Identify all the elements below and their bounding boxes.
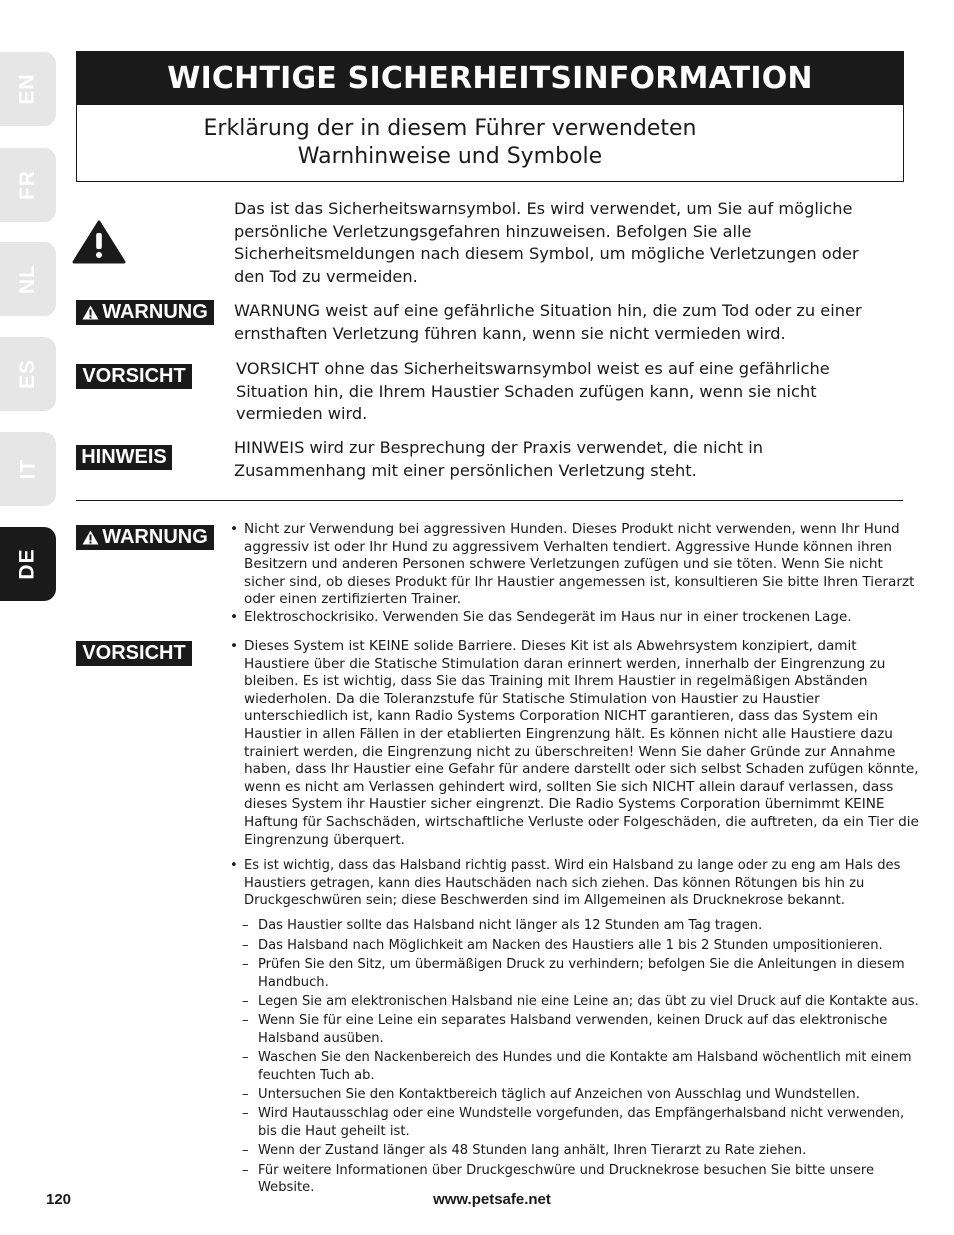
caution-text: VORSICHT ohne das Sicherheitswarnsymbol weist es auf eine gefährliche Situation hin, die Ihrem Haustier Schaden zufügen kann, wenn sie nicht vermieden wird.: [236, 359, 830, 423]
subtitle: Erklärung der in diesem Führer verwendeten Warnhinweise und Symbole: [203, 116, 697, 169]
list-item: – Wenn der Zustand länger als 48 Stunden lang anhält, Ihren Tierarzt zu Rate ziehen.: [242, 1143, 807, 1159]
subtitle-box: [76, 105, 904, 182]
warning-text: WARNUNG weist auf eine gefährliche Situation hin, die zum Tod oder zu einer ernsthaften Verletzung führen kann, wenn sie nicht vermieden wird.: [234, 301, 862, 343]
bullet-text: Dieses System ist KEINE solide Barriere. Dieses Kit ist als Abwehrsystem konzipiert, damit Haustiere über die Statische Stimulation daran erinnert werden, innerhalb der Eingrenzung zu bleiben. Es ist wichtig, dass Sie das Training mit Ihrem Haustier in regelmäßigen Abständen wiederholen. Da die Toleranzstufe für Statische Stimulation von Haustier zu Haustier unterschiedlich ist, kann Radio Systems Corporation NICHT garantieren, dass das System ein Haustier in allen Fällen in der etablierten Eingrenzung hält. Es können nicht alle Haustiere dazu trainiert werden, die Eingrenzung nicht zu überschreiten! Wenn Sie daher Gründe zur Annahme haben, dass Ihr Haustier eine Gefahr für andere darstellt oder sich selbst Schaden zufügen könnte, wenn es nicht am Verlassen gehindert wird, sollten Sie sich NICHT allein darauf verlassen, dass dieses System ihr Haustier sicher eingrenzt. Die Radio Systems Corporation übernimmt KEINE Haftung für Sachschäden, wirtschaftliche Verluste oder Folgeschäden, die auftreten, da ein Tier die Eingrenzung überquert.: [244, 638, 919, 848]
dash-text: Das Haustier sollte das Halsband nicht länger als 12 Stunden am Tag tragen.: [258, 918, 763, 934]
dash-text: Legen Sie am elektronischen Halsband nie eine Leine an; das übt zu viel Druck auf die Kontakte aus.: [258, 993, 919, 1009]
list-item: – Das Haustier sollte das Halsband nicht länger als 12 Stunden am Tag tragen.: [242, 918, 763, 934]
list-item: – Untersuchen Sie den Kontaktbereich täglich auf Anzeichen von Ausschlag und Wundstellen.: [242, 1087, 860, 1102]
page-number: 120: [46, 1191, 72, 1208]
warning-badge: [76, 300, 214, 325]
warning-section-badge: [76, 525, 214, 550]
bullet-text: Es ist wichtig, dass das Halsband richtig passt. Wird ein Halsband zu lange oder zu eng am Hals des Haustiers getragen, kann dies Hautschäden nach sich ziehen. Das können Rötungen bis hin zu Druckgeschwüren sein; diese Beschwerden sind im Allgemeinen als Drucknekrose bekannt.: [244, 858, 901, 908]
safety-symbol-text: Das ist das Sicherheitswarnsymbol. Es wird verwendet, um Sie auf mögliche persönliche Verletzungsgefahren hinzuweisen. Befolgen Sie alle Sicherheitsmeldungen nach diesem Symbol, um mögliche Verletzungen oder den Tod zu vermeiden.: [234, 199, 859, 286]
list-item: • Elektroschockrisiko. Verwenden Sie das Sendegerät im Haus nur in einer trockenen Lage.: [230, 608, 852, 625]
warning-triangle-icon: [82, 530, 99, 545]
list-item: • Nicht zur Verwendung bei aggressiven Hunden. Dieses Produkt nicht verwenden, wenn Ihr Hund aggressiv ist oder Ihr Hund zu aggressivem Verhalten tendiert. Aggressive Hunde können ihren Besitzern und anderen Personen schwere Verletzungen zufügen und sie töten. Wenn Sie nicht sicher sind, ob dieses Produkt für Ihr Haustier angemessen ist, konsultieren Sie bitte Ihren Tierarzt oder einen zertifizierten Trainer.: [230, 521, 915, 608]
warning-triangle-icon: [82, 305, 99, 320]
dash-text: Wird Hautausschlag oder eine Wundstelle vorgefunden, das Empfängerhalsband nicht verwenden, bis die Haut geheilt ist.: [258, 1106, 905, 1139]
list-item: • Dieses System ist KEINE solide Barriere. Dieses Kit ist als Abwehrsystem konzipiert, damit Haustiere über die Statische Stimulation daran erinnert werden, innerhalb der Eingrenzung zu bleiben. Es ist wichtig, dass Sie das Training mit Ihrem Haustier in regelmäßigen Abständen wiederholen. Da die Toleranzstufe für Statische Stimulation von Haustier zu Haustier unterschiedlich ist, kann Radio Systems Corporation NICHT garantieren, dass das System ein Haustier in allen Fällen in der etablierten Eingrenzung hält. Es können nicht alle Haustiere dazu trainiert werden, die Eingrenzung nicht zu überschreiten! Wenn Sie daher Gründe zur Annahme haben, dass Ihr Haustier eine Gefahr für andere darstellt oder sich selbst Schaden zufügen könnte, wenn es nicht am Verlassen gehindert wird, sollten Sie sich NICHT allein darauf verlassen, dass dieses System ihr Haustier sicher eingrenzt. Die Radio Systems Corporation übernimmt KEINE Haftung für Sachschäden, wirtschaftliche Verluste oder Folgeschäden, die auftreten, da ein Tier die Eingrenzung überquert.: [230, 638, 919, 848]
warning-triangle-icon: [72, 220, 126, 264]
warning-section-label: WARNUNG: [102, 526, 208, 548]
tab-label: NL: [16, 264, 39, 294]
caution-badge: VORSICHT: [76, 364, 192, 389]
page-title: WICHTIGE SICHERHEITSINFORMATION: [76, 51, 904, 105]
tab-es[interactable]: [0, 337, 56, 411]
list-item: • Es ist wichtig, dass das Halsband richtig passt. Wird ein Halsband zu lange oder zu eng am Hals des Haustiers getragen, kann dies Hautschäden nach sich ziehen. Das können Rötungen bis hin zu Druckgeschwüren sein; diese Beschwerden sind im Allgemeinen als Drucknekrose bekannt.: [230, 858, 901, 908]
tab-it[interactable]: [0, 432, 56, 506]
tab-label: DE: [16, 548, 39, 580]
dash-text: Wenn der Zustand länger als 48 Stunden lang anhält, Ihren Tierarzt zu Rate ziehen.: [258, 1143, 807, 1159]
tab-en[interactable]: [0, 52, 56, 126]
collar-care-list: [230, 917, 920, 1196]
tab-label: FR: [16, 170, 39, 200]
tab-label: IT: [15, 458, 39, 480]
bullet-text: Nicht zur Verwendung bei aggressiven Hunden. Dieses Produkt nicht verwenden, wenn Ihr Hund aggressiv ist oder Ihr Hund zu aggressivem Verhalten tendiert. Aggressive Hunde können ihren Besitzern und anderen Personen schwere Verletzungen zufügen und sie töten. Wenn Sie nicht sicher sind, ob dieses Produkt für Ihr Haustier angemessen ist, konsultieren Sie bitte Ihren Tierarzt oder einen zertifizierten Trainer.: [244, 521, 915, 608]
bullet-text: Elektroschockrisiko. Verwenden Sie das Sendegerät im Haus nur in einer trockenen Lage.: [244, 608, 852, 625]
caution-bullets: [230, 638, 920, 1196]
warning-bullets: [230, 521, 920, 627]
tab-label: ES: [15, 358, 39, 390]
notice-text: HINWEIS wird zur Besprechung der Praxis verwendet, die nicht in Zusammenhang mit einer persönlichen Verletzung steht.: [234, 438, 764, 480]
dash-text: Prüfen Sie den Sitz, um übermäßigen Druck zu verhindern; befolgen Sie die Anleitungen in diesem Handbuch.: [258, 957, 905, 990]
tab-label: EN: [16, 73, 39, 105]
tab-de[interactable]: [0, 527, 56, 601]
list-item: – Wird Hautausschlag oder eine Wundstelle vorgefunden, das Empfängerhalsband nicht verwenden, bis die Haut geheilt ist.: [242, 1106, 905, 1139]
list-item: – Das Halsband nach Möglichkeit am Nacken des Haustiers alle 1 bis 2 Stunden umpositionieren.: [242, 937, 883, 953]
website-url[interactable]: www.petsafe.net: [433, 1191, 551, 1208]
caution-section-badge: VORSICHT: [76, 641, 192, 666]
dash-text: Das Halsband nach Möglichkeit am Nacken des Haustiers alle 1 bis 2 Stunden umpositionieren.: [258, 937, 883, 953]
tab-fr[interactable]: [0, 148, 56, 222]
dash-text: Untersuchen Sie den Kontaktbereich täglich auf Anzeichen von Ausschlag und Wundstellen.: [258, 1087, 860, 1102]
section-divider: [76, 500, 903, 501]
dash-text: Für weitere Informationen über Druckgeschwüre und Drucknekrose besuchen Sie bitte unsere Website.: [258, 1162, 875, 1196]
list-item: – Für weitere Informationen über Druckgeschwüre und Drucknekrose besuchen Sie bitte unsere Website.: [242, 1162, 875, 1196]
list-item: – Legen Sie am elektronischen Halsband nie eine Leine an; das übt zu viel Druck auf die Kontakte aus.: [242, 993, 919, 1009]
dash-text: Waschen Sie den Nackenbereich des Hundes und die Kontakte am Halsband wöchentlich mit einem feuchten Tuch ab.: [258, 1050, 912, 1083]
dash-text: Wenn Sie für eine Leine ein separates Halsband verwenden, keinen Druck auf das elektronische Halsband ausüben.: [258, 1013, 888, 1046]
list-item: – Waschen Sie den Nackenbereich des Hundes und die Kontakte am Halsband wöchentlich mit einem feuchten Tuch ab.: [242, 1050, 912, 1083]
list-item: – Prüfen Sie den Sitz, um übermäßigen Druck zu verhindern; befolgen Sie die Anleitungen in diesem Handbuch.: [242, 957, 905, 990]
tab-nl[interactable]: [0, 242, 56, 316]
notice-badge: HINWEIS: [76, 445, 172, 470]
list-item: – Wenn Sie für eine Leine ein separates Halsband verwenden, keinen Druck auf das elektronische Halsband ausüben.: [242, 1013, 888, 1046]
warning-badge-label: WARNUNG: [102, 301, 208, 323]
